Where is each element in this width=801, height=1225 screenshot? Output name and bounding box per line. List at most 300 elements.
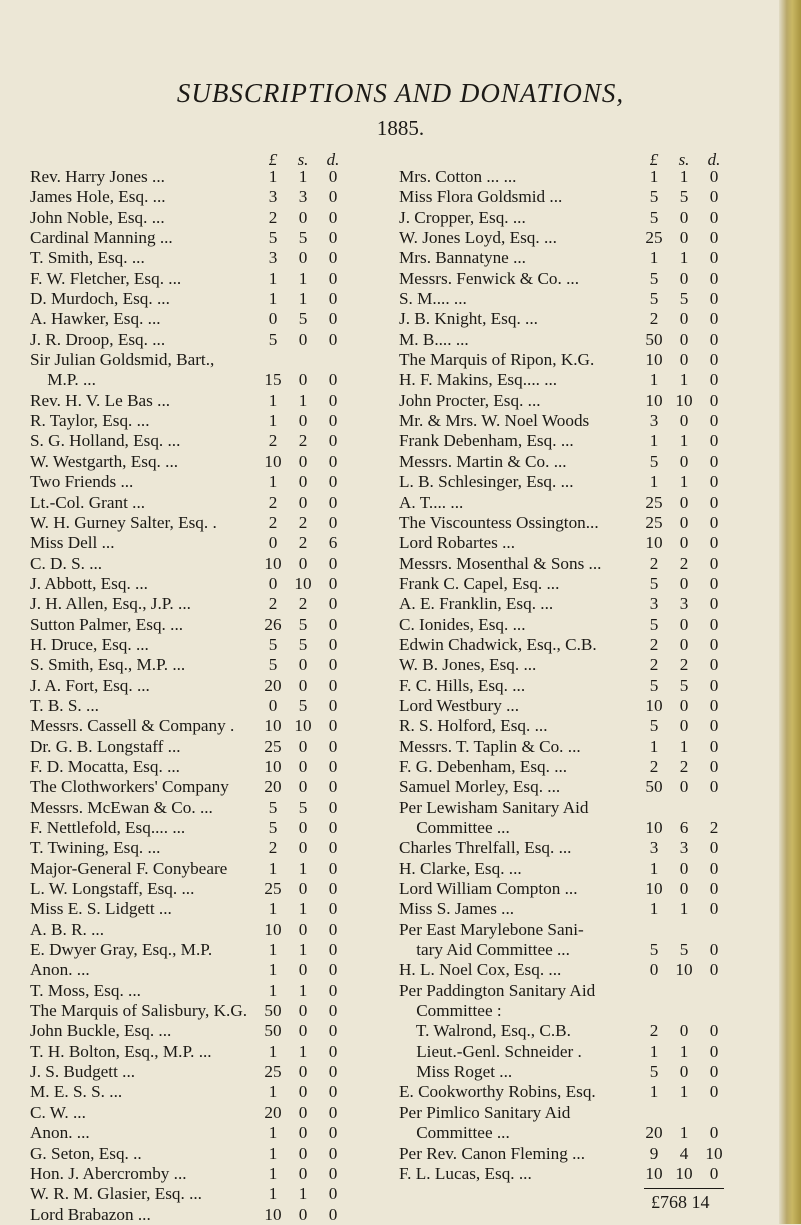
- subscriber-name: Miss E. S. Lidgett ...: [30, 899, 172, 919]
- amount-pounds: 2: [268, 838, 278, 858]
- amount-pounds: 5: [649, 573, 659, 593]
- currency-header: [399, 150, 744, 167]
- amount-pence: 0: [709, 594, 719, 614]
- amount-pence: 0: [328, 777, 338, 797]
- amount-shillings: 0: [298, 675, 308, 695]
- subscriber-name: Mrs. Cotton ... ...: [399, 167, 517, 186]
- subscription-entry: [30, 655, 360, 675]
- amount-pence: 0: [328, 573, 338, 593]
- amount-pence: 0: [709, 370, 719, 390]
- subscription-entry: [30, 431, 360, 451]
- subscription-entry: [399, 330, 744, 350]
- subscriber-name: Messrs. Mosenthal & Sons ...: [399, 553, 602, 573]
- amount-pounds: 2: [268, 594, 278, 614]
- subscription-entry: [30, 594, 360, 614]
- subscription-entry: [30, 838, 360, 858]
- subscription-entry: [30, 1205, 360, 1225]
- subscriber-name: Messrs. McEwan & Co. ...: [30, 797, 213, 817]
- amount-pence: 0: [709, 492, 719, 512]
- subscriber-name: W. Jones Loyd, Esq. ...: [399, 228, 557, 248]
- subscription-entry: [399, 493, 744, 513]
- amount-pence: 0: [328, 1001, 338, 1021]
- amount-pence: 0: [709, 451, 719, 471]
- subscriber-name: Messrs. Cassell & Company .: [30, 716, 235, 736]
- amount-pence: 0: [709, 960, 719, 980]
- subscription-entry: [30, 798, 360, 818]
- amount-pence: 0: [328, 980, 338, 1000]
- amount-pence: 0: [328, 411, 338, 431]
- amount-shillings: 0: [679, 228, 689, 248]
- amount-shillings: 0: [679, 858, 689, 878]
- subscriber-name: Samuel Morley, Esq. ...: [399, 777, 561, 797]
- subscriber-name: The Viscountess Ossington...: [399, 512, 599, 532]
- amount-pence: 0: [328, 899, 338, 919]
- subscription-entry: [30, 716, 360, 736]
- amount-shillings: 0: [679, 634, 689, 654]
- amount-pence: 0: [709, 756, 719, 776]
- amount-shillings: 0: [298, 370, 308, 390]
- amount-shillings: 0: [679, 695, 689, 715]
- amount-pounds: 1: [649, 370, 659, 390]
- subscription-entry: [399, 737, 744, 757]
- subscription-entry: [30, 676, 360, 696]
- subscriber-name: M.P. ...: [30, 370, 96, 390]
- subscriber-name: S. M.... ...: [399, 289, 467, 309]
- amount-pounds: 1: [268, 1123, 278, 1143]
- subscriber-name: Per Rev. Canon Fleming ...: [399, 1143, 586, 1163]
- subscription-entry: [399, 228, 744, 248]
- amount-pounds: 2: [649, 655, 659, 675]
- amount-pence: 0: [328, 451, 338, 471]
- subscriber-name: L. W. Longstaff, Esq. ...: [30, 879, 195, 899]
- amount-pounds: 5: [649, 716, 659, 736]
- amount-pounds: 2: [649, 309, 659, 329]
- amount-pounds: 1: [268, 1163, 278, 1183]
- amount-pence: 0: [709, 614, 719, 634]
- amount-shillings: 0: [298, 1082, 308, 1102]
- amount-pounds: 5: [649, 187, 659, 207]
- page-binding-edge: [779, 0, 801, 1224]
- amount-pounds: 1: [268, 1184, 278, 1204]
- amount-pence: 0: [709, 390, 719, 410]
- amount-pence: 0: [328, 1123, 338, 1143]
- amount-shillings: 2: [298, 533, 308, 553]
- subscription-entry: [399, 574, 744, 594]
- subscription-entry: [30, 635, 360, 655]
- subscriber-name: J. A. Fort, Esq. ...: [30, 675, 150, 695]
- amount-shillings: 1: [679, 472, 689, 492]
- amount-shillings: 3: [679, 594, 689, 614]
- amount-shillings: 0: [679, 207, 689, 227]
- amount-pence: 0: [328, 818, 338, 837]
- amount-pounds: 5: [649, 289, 659, 309]
- amount-pence: 0: [328, 634, 338, 654]
- amount-pounds: 26: [264, 614, 282, 634]
- amount-pence: 0: [328, 370, 338, 390]
- amount-pence: 0: [328, 228, 338, 248]
- amount-shillings: 0: [298, 736, 308, 756]
- subscription-entry: [399, 859, 744, 879]
- subscriber-name: J. B. Knight, Esq. ...: [399, 309, 538, 329]
- amount-shillings: 1: [679, 431, 689, 451]
- subscriber-name: Messrs. T. Taplin & Co. ...: [399, 736, 581, 756]
- amount-pounds: 5: [268, 655, 278, 675]
- subscriber-name: A. E. Franklin, Esq. ...: [399, 594, 554, 614]
- amount-shillings: 1: [679, 248, 689, 268]
- amount-pounds: 2: [268, 512, 278, 532]
- amount-pence: 0: [709, 289, 719, 309]
- amount-shillings: 0: [679, 573, 689, 593]
- amount-shillings: 0: [298, 919, 308, 939]
- amount-shillings: 1: [298, 980, 308, 1000]
- subscription-entry: [399, 1144, 744, 1164]
- amount-shillings: 1: [298, 1184, 308, 1204]
- amount-shillings: 0: [298, 411, 308, 431]
- amount-pounds: 1: [268, 858, 278, 878]
- amount-pounds: 0: [649, 960, 659, 980]
- subscription-entry: [399, 696, 744, 716]
- amount-pounds: 5: [268, 329, 278, 349]
- subscriber-name: Committee ...: [399, 818, 510, 837]
- subscription-entry: [399, 777, 744, 797]
- amount-shillings: 1: [298, 1041, 308, 1061]
- amount-pence: 0: [328, 512, 338, 532]
- subscriber-name: Rev. H. V. Le Bas ...: [30, 390, 171, 410]
- amount-shillings: 0: [298, 1102, 308, 1122]
- amount-pence: 0: [709, 1082, 719, 1102]
- amount-pence: 0: [709, 350, 719, 370]
- amount-shillings: 1: [679, 736, 689, 756]
- subscriber-name: J. Abbott, Esq. ...: [30, 573, 148, 593]
- amount-pence: 0: [709, 940, 719, 960]
- amount-pounds: 9: [649, 1143, 659, 1163]
- amount-shillings: 0: [298, 777, 308, 797]
- amount-pounds: 3: [268, 248, 278, 268]
- subscriber-name: tary Aid Committee ...: [399, 940, 570, 960]
- amount-shillings: 0: [298, 1021, 308, 1041]
- amount-shillings: 0: [298, 879, 308, 899]
- subscriber-name: Committee :: [399, 1001, 502, 1021]
- amount-pounds: 5: [649, 207, 659, 227]
- subscription-entry: [30, 269, 360, 289]
- amount-shillings: 1: [679, 167, 689, 186]
- subscription-entry: [30, 228, 360, 248]
- subscriber-name: Per Lewisham Sanitary Aid: [399, 797, 589, 817]
- subscription-entry: [30, 981, 360, 1001]
- subscription-entry: [399, 350, 744, 370]
- subscriber-name: C. W. ...: [30, 1102, 86, 1122]
- amount-pence: 0: [709, 634, 719, 654]
- amount-shillings: 1: [298, 167, 308, 186]
- amount-pounds: 1: [268, 960, 278, 980]
- subscription-entry: [399, 635, 744, 655]
- subscription-entry: [399, 1123, 744, 1143]
- amount-pence: 0: [328, 1184, 338, 1204]
- subscriber-name: H. F. Makins, Esq.... ...: [399, 370, 558, 390]
- amount-shillings: 2: [679, 553, 689, 573]
- subscription-entry: [399, 1042, 744, 1062]
- subscription-entry: [399, 452, 744, 472]
- subscription-entry: [30, 493, 360, 513]
- amount-pence: 0: [328, 1041, 338, 1061]
- amount-pence: 0: [328, 695, 338, 715]
- subscription-entry: [30, 615, 360, 635]
- amount-shillings: 2: [679, 655, 689, 675]
- subscription-entry: [399, 370, 744, 390]
- amount-pence: 0: [709, 716, 719, 736]
- amount-shillings: 0: [298, 1143, 308, 1163]
- amount-pence: 0: [709, 248, 719, 268]
- subscription-entry: [30, 330, 360, 350]
- subscription-entry: [30, 1164, 360, 1184]
- subscription-entry: [399, 940, 744, 960]
- amount-pounds: 5: [649, 614, 659, 634]
- amount-pounds: 1: [268, 940, 278, 960]
- subscriber-name: F. W. Fletcher, Esq. ...: [30, 268, 182, 288]
- subscription-entry: [30, 513, 360, 533]
- subscription-entry: [399, 1021, 744, 1041]
- subscription-entry: [30, 350, 360, 370]
- subscriber-name: F. D. Mocatta, Esq. ...: [30, 756, 180, 776]
- amount-shillings: 0: [298, 1204, 308, 1224]
- amount-pounds: 2: [649, 1021, 659, 1041]
- subscriber-name: Sutton Palmer, Esq. ...: [30, 614, 184, 634]
- subscription-entry: [30, 289, 360, 309]
- amount-pounds: 0: [268, 695, 278, 715]
- amount-pounds: 1: [268, 289, 278, 309]
- subscriber-name: F. G. Debenham, Esq. ...: [399, 756, 568, 776]
- subscription-entry: [399, 676, 744, 696]
- amount-shillings: 0: [679, 1021, 689, 1041]
- page-title: SUBSCRIPTIONS AND DONATIONS,: [176, 78, 625, 108]
- amount-pounds: 10: [264, 716, 282, 736]
- subscriber-name: D. Murdoch, Esq. ...: [30, 289, 170, 309]
- amount-pence: 0: [709, 472, 719, 492]
- amount-shillings: 2: [679, 756, 689, 776]
- subscription-entry: [399, 289, 744, 309]
- amount-shillings: 10: [675, 390, 693, 410]
- amount-pence: 0: [709, 675, 719, 695]
- amount-pounds: 1: [268, 167, 278, 186]
- amount-pounds: 1: [268, 411, 278, 431]
- amount-pounds: 10: [645, 695, 663, 715]
- subscription-entry: [30, 452, 360, 472]
- amount-shillings: 5: [679, 289, 689, 309]
- subscription-entry: [30, 411, 360, 431]
- amount-pounds: 10: [645, 390, 663, 410]
- subscriber-name: M. B.... ...: [399, 329, 469, 349]
- amount-pounds: 25: [264, 879, 282, 899]
- pence-header: d.: [326, 150, 340, 169]
- amount-pounds: 10: [645, 350, 663, 370]
- amount-shillings: 0: [679, 411, 689, 431]
- amount-shillings: 0: [298, 655, 308, 675]
- amount-pounds: 20: [264, 675, 282, 695]
- subscription-entry: [399, 411, 744, 431]
- amount-pence: 0: [709, 207, 719, 227]
- amount-shillings: 0: [298, 838, 308, 858]
- subscription-entry: [399, 1082, 744, 1102]
- subscriber-name: Lord William Compton ...: [399, 879, 578, 899]
- subscriber-name: C. Ionides, Esq. ...: [399, 614, 526, 634]
- amount-pounds: 1: [268, 390, 278, 410]
- subscriber-name: T. H. Bolton, Esq., M.P. ...: [30, 1041, 212, 1061]
- amount-shillings: 1: [298, 940, 308, 960]
- amount-shillings: 0: [298, 1001, 308, 1021]
- amount-pounds: 2: [268, 207, 278, 227]
- amount-shillings: 1: [298, 268, 308, 288]
- amount-pounds: 10: [264, 756, 282, 776]
- amount-pence: 0: [709, 268, 719, 288]
- subscriber-name: Hon. J. Abercromby ...: [30, 1163, 187, 1183]
- amount-pence: 0: [328, 940, 338, 960]
- shillings-header: s.: [678, 150, 690, 169]
- amount-shillings: 1: [298, 858, 308, 878]
- amount-shillings: 0: [298, 492, 308, 512]
- subscriber-name: Per Paddington Sanitary Aid: [399, 980, 596, 1000]
- subscription-entry: [399, 248, 744, 268]
- amount-shillings: 0: [298, 553, 308, 573]
- amount-pounds: 50: [645, 777, 663, 797]
- amount-pounds: 1: [268, 1082, 278, 1102]
- amount-shillings: 1: [679, 1082, 689, 1102]
- amount-shillings: 1: [679, 370, 689, 390]
- subscription-entry: [399, 879, 744, 899]
- amount-pence: 0: [328, 716, 338, 736]
- amount-shillings: 1: [298, 899, 308, 919]
- subscriber-name: James Hole, Esq. ...: [30, 187, 166, 207]
- subscriber-name: Rev. Harry Jones ...: [30, 167, 165, 186]
- amount-pence: 10: [705, 1143, 723, 1163]
- amount-pence: 0: [328, 858, 338, 878]
- amount-shillings: 5: [679, 187, 689, 207]
- subscriber-name: The Clothworkers' Company: [30, 777, 229, 797]
- amount-pounds: 1: [649, 431, 659, 451]
- amount-pounds: 25: [645, 512, 663, 532]
- subscription-entry: [399, 981, 744, 1001]
- subscription-entry: [30, 1184, 360, 1204]
- amount-pounds: 5: [649, 268, 659, 288]
- subscription-entry: [399, 757, 744, 777]
- amount-pence: 0: [328, 756, 338, 776]
- amount-shillings: 0: [679, 329, 689, 349]
- subscription-entry: [399, 1062, 744, 1082]
- amount-shillings: 1: [679, 1041, 689, 1061]
- amount-pounds: 5: [268, 818, 278, 837]
- amount-pence: 0: [328, 492, 338, 512]
- amount-pence: 0: [709, 1021, 719, 1041]
- subscriber-name: Dr. G. B. Longstaff ...: [30, 736, 181, 756]
- amount-shillings: 0: [679, 350, 689, 370]
- subscription-entry: [399, 818, 744, 838]
- amount-pounds: 10: [264, 553, 282, 573]
- subscription-entry: [30, 777, 360, 797]
- amount-shillings: 0: [298, 1123, 308, 1143]
- subscriber-name: Per Pimlico Sanitary Aid: [399, 1102, 571, 1122]
- subscriber-name: S. Smith, Esq., M.P. ...: [30, 655, 186, 675]
- amount-pounds: 1: [649, 167, 659, 186]
- amount-pounds: 50: [645, 329, 663, 349]
- amount-pence: 0: [709, 167, 719, 186]
- amount-pence: 0: [709, 187, 719, 207]
- amount-pence: 0: [709, 411, 719, 431]
- left-column: [30, 150, 360, 1225]
- amount-shillings: 1: [298, 289, 308, 309]
- amount-shillings: 0: [679, 309, 689, 329]
- amount-shillings: 5: [298, 634, 308, 654]
- amount-pence: 0: [328, 736, 338, 756]
- amount-pounds: 1: [649, 472, 659, 492]
- amount-pence: 0: [328, 1143, 338, 1163]
- subscription-entry: [399, 920, 744, 940]
- subscriber-name: Messrs. Fenwick & Co. ...: [399, 268, 579, 288]
- subscription-entry: [30, 167, 360, 187]
- amount-pence: 0: [709, 858, 719, 878]
- subscription-entry: [399, 838, 744, 858]
- amount-pounds: 3: [649, 594, 659, 614]
- subscriber-name: John Noble, Esq. ...: [30, 207, 165, 227]
- amount-pence: 0: [328, 207, 338, 227]
- amount-pence: 0: [709, 431, 719, 451]
- amount-pounds: 5: [649, 940, 659, 960]
- amount-pence: 0: [328, 1082, 338, 1102]
- subscription-entry: [399, 167, 744, 187]
- amount-pounds: 10: [645, 533, 663, 553]
- subscription-entry: [30, 757, 360, 777]
- amount-pounds: 5: [268, 634, 278, 654]
- amount-pounds: 1: [268, 1143, 278, 1163]
- amount-pounds: 1: [649, 1082, 659, 1102]
- subscriber-name: Sir Julian Goldsmid, Bart.,: [30, 350, 215, 370]
- subscriber-name: T. B. S. ...: [30, 695, 99, 715]
- subscriber-name: H. Clarke, Esq. ...: [399, 858, 522, 878]
- subscriber-name: J. Cropper, Esq. ...: [399, 207, 526, 227]
- subscriber-name: E. Dwyer Gray, Esq., M.P.: [30, 940, 213, 960]
- amount-shillings: 0: [679, 716, 689, 736]
- amount-pence: 0: [328, 1163, 338, 1183]
- amount-pence: 0: [709, 655, 719, 675]
- shillings-header: s.: [297, 150, 309, 169]
- amount-shillings: 0: [298, 756, 308, 776]
- total-row: [399, 1189, 744, 1215]
- subscriber-name: Miss S. James ...: [399, 899, 515, 919]
- subscription-entry: [30, 818, 360, 838]
- amount-pence: 0: [709, 573, 719, 593]
- subscription-entry: [30, 370, 360, 390]
- amount-pounds: 15: [264, 370, 282, 390]
- amount-shillings: 0: [679, 512, 689, 532]
- amount-pounds: 25: [264, 736, 282, 756]
- amount-pence: 0: [328, 472, 338, 492]
- subscription-entry: [30, 309, 360, 329]
- amount-pence: 0: [328, 553, 338, 573]
- amount-pence: 0: [709, 553, 719, 573]
- subscription-entry: [399, 472, 744, 492]
- subscriber-name: F. L. Lucas, Esq. ...: [399, 1163, 532, 1183]
- subscriber-name: H. Druce, Esq. ...: [30, 634, 149, 654]
- amount-pounds: 25: [264, 1062, 282, 1082]
- subscription-entry: [399, 431, 744, 451]
- subscriber-name: H. L. Noel Cox, Esq. ...: [399, 960, 562, 980]
- amount-pounds: 10: [264, 1204, 282, 1224]
- amount-shillings: 0: [298, 960, 308, 980]
- amount-pence: 0: [328, 431, 338, 451]
- amount-shillings: 0: [679, 1062, 689, 1082]
- amount-shillings: 0: [298, 472, 308, 492]
- amount-pounds: 0: [268, 573, 278, 593]
- amount-shillings: 0: [298, 818, 308, 837]
- subscriber-name: J. H. Allen, Esq., J.P. ...: [30, 594, 191, 614]
